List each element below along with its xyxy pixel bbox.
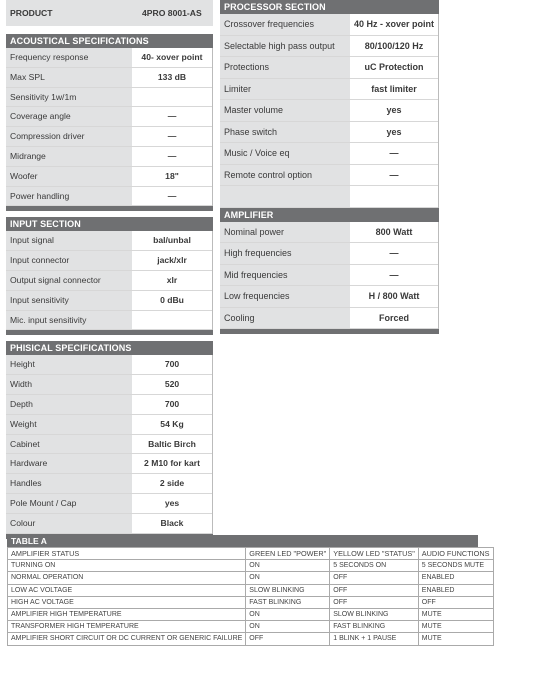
table-row	[8, 621, 494, 633]
spec-row	[6, 474, 212, 494]
spec-row	[220, 100, 438, 122]
spec-label: Remote control option	[220, 165, 350, 186]
amplifier-header: AMPLIFIER	[220, 208, 439, 222]
spec-row	[6, 271, 212, 291]
spec-label: Crossover frequencies	[220, 14, 350, 35]
spec-label: Power handling	[6, 187, 132, 206]
spec-row	[6, 454, 212, 474]
input-rows	[6, 231, 213, 330]
spec-row	[6, 435, 212, 455]
table-row	[8, 584, 494, 596]
spec-label: Music / Voice eq	[220, 143, 350, 164]
spec-row	[6, 251, 212, 271]
spec-row	[220, 243, 438, 265]
spec-value: jack/xlr	[132, 251, 212, 270]
spec-value: fast limiter	[350, 79, 438, 100]
product-row	[6, 0, 213, 26]
physical-header: PHISICAL SPECIFICATIONS	[6, 341, 213, 355]
spec-row	[6, 167, 212, 187]
table-cell: AMPLIFIER SHORT CIRCUIT OR DC CURRENT OR GENERIC FAILURE	[8, 633, 246, 645]
table-cell: OFF	[330, 584, 419, 596]
acoustical-rows	[6, 48, 213, 206]
spec-row	[6, 147, 212, 167]
amplifier-rows	[220, 222, 439, 330]
table-cell: MUTE	[418, 633, 493, 645]
spec-label: Input connector	[6, 251, 132, 270]
spec-value: uC Protection	[350, 57, 438, 78]
spec-value: yes	[350, 122, 438, 143]
table-a-title: TABLE A	[7, 535, 478, 547]
table-cell: FAST BLINKING	[330, 621, 419, 633]
spec-value: 700	[132, 355, 212, 374]
spec-value: —	[350, 243, 438, 264]
table-cell: ON	[246, 621, 330, 633]
spec-value: 2 M10 for kart	[132, 454, 212, 473]
table-row	[8, 596, 494, 608]
table-cell: HIGH AC VOLTAGE	[8, 596, 246, 608]
table-cell: ENABLED	[418, 572, 493, 584]
spec-value: 0 dBu	[132, 291, 212, 310]
spec-value: H / 800 Watt	[350, 286, 438, 307]
table-header-cell: GREEN LED "POWER"	[246, 548, 330, 560]
spec-row	[6, 355, 212, 375]
spec-label: Woofer	[6, 167, 132, 186]
input-header: INPUT SECTION	[6, 217, 213, 231]
table-cell: OFF	[330, 596, 419, 608]
table-cell: OFF	[330, 572, 419, 584]
spec-row	[220, 122, 438, 144]
spec-value: —	[132, 187, 212, 206]
spec-label: Selectable high pass output	[220, 36, 350, 57]
table-cell: OFF	[418, 596, 493, 608]
spec-row	[6, 395, 212, 415]
spec-value: bal/unbal	[132, 231, 212, 250]
spec-value: —	[350, 165, 438, 186]
spec-label: Cabinet	[6, 435, 132, 454]
spec-value: —	[350, 265, 438, 286]
table-header-row	[8, 548, 494, 560]
table-cell: NORMAL OPERATION	[8, 572, 246, 584]
spec-label: Cooling	[220, 308, 350, 329]
table-cell: ON	[246, 572, 330, 584]
spec-label: Mic. input sensitivity	[6, 311, 132, 330]
table-cell: 1 BLINK + 1 PAUSE	[330, 633, 419, 645]
spec-row	[220, 143, 438, 165]
table-cell: LOW AC VOLTAGE	[8, 584, 246, 596]
processor-header: PROCESSOR SECTION	[220, 0, 439, 14]
spec-label: Width	[6, 375, 132, 394]
spec-value	[350, 186, 438, 207]
spec-value: xlr	[132, 271, 212, 290]
spec-label: Input sensitivity	[6, 291, 132, 310]
table-header-cell: AUDIO FUNCTIONS	[418, 548, 493, 560]
table-cell: TURNING ON	[8, 560, 246, 572]
spec-label: Nominal power	[220, 222, 350, 243]
spec-value: yes	[132, 494, 212, 513]
table-cell: ON	[246, 560, 330, 572]
spec-row	[220, 222, 438, 244]
spec-row	[6, 187, 212, 207]
spec-label: Phase switch	[220, 122, 350, 143]
spec-row	[6, 48, 212, 68]
table-cell: TRANSFORMER HIGH TEMPERATURE	[8, 621, 246, 633]
table-row	[8, 572, 494, 584]
spec-label: Pole Mount / Cap	[6, 494, 132, 513]
physical-rows	[6, 355, 213, 533]
spec-label: Max SPL	[6, 68, 132, 87]
spec-label: Weight	[6, 415, 132, 434]
spec-label	[220, 186, 350, 207]
amplifier-footbar	[220, 329, 439, 334]
spec-label: Limiter	[220, 79, 350, 100]
acoustical-header: ACOUSTICAL SPECIFICATIONS	[6, 34, 213, 48]
spec-value: 40- xover point	[132, 48, 212, 67]
spec-value: —	[132, 107, 212, 126]
spec-value: 40 Hz - xover point	[350, 14, 438, 35]
spec-label: Compression driver	[6, 127, 132, 146]
spec-value: 80/100/120 Hz	[350, 36, 438, 57]
table-a	[7, 535, 490, 646]
table-cell: SLOW BLINKING	[246, 584, 330, 596]
table-cell: MUTE	[418, 621, 493, 633]
spec-row	[220, 79, 438, 101]
table-cell: ENABLED	[418, 584, 493, 596]
spec-row	[6, 127, 212, 147]
spec-value: —	[132, 147, 212, 166]
spec-row	[6, 291, 212, 311]
table-row	[8, 633, 494, 645]
spec-label: Protections	[220, 57, 350, 78]
spec-row	[6, 231, 212, 251]
spec-label: Colour	[6, 514, 132, 533]
table-row	[8, 608, 494, 620]
spec-value: 800 Watt	[350, 222, 438, 243]
spec-value: yes	[350, 100, 438, 121]
table-cell: AMPLIFIER HIGH TEMPERATURE	[8, 608, 246, 620]
spec-value: 2 side	[132, 474, 212, 493]
spec-label: Master volume	[220, 100, 350, 121]
spec-label: Hardware	[6, 454, 132, 473]
spec-label: Height	[6, 355, 132, 374]
spec-label: Handles	[6, 474, 132, 493]
spec-value: Black	[132, 514, 212, 533]
spec-value: Forced	[350, 308, 438, 329]
table-cell: 5 SECONDS ON	[330, 560, 419, 572]
spec-label: Coverage angle	[6, 107, 132, 126]
processor-rows	[220, 14, 439, 208]
spec-row	[220, 57, 438, 79]
spec-label: High frequencies	[220, 243, 350, 264]
spec-value: 133 dB	[132, 68, 212, 87]
spec-label: Frequency response	[6, 48, 132, 67]
spec-value: —	[132, 127, 212, 146]
spec-row	[220, 36, 438, 58]
table-cell: SLOW BLINKING	[330, 608, 419, 620]
led-status-table	[7, 547, 494, 646]
table-cell: OFF	[246, 633, 330, 645]
spec-value: 520	[132, 375, 212, 394]
spec-row	[6, 415, 212, 435]
spec-value: Baltic Birch	[132, 435, 212, 454]
spec-row	[220, 165, 438, 187]
product-value: 4PRO 8001-AS	[132, 0, 213, 26]
table-cell: MUTE	[418, 608, 493, 620]
spec-label: Input signal	[6, 231, 132, 250]
spec-row	[220, 286, 438, 308]
spec-value: —	[350, 143, 438, 164]
spec-value	[132, 311, 212, 330]
left-spec-panel	[6, 0, 213, 539]
product-label: PRODUCT	[6, 0, 132, 26]
spec-row	[6, 107, 212, 127]
spec-row	[6, 494, 212, 514]
table-cell: 5 SECONDS MUTE	[418, 560, 493, 572]
spec-value: 54 Kg	[132, 415, 212, 434]
spec-row	[6, 88, 212, 108]
spec-row	[6, 68, 212, 88]
spec-label: Midrange	[6, 147, 132, 166]
table-cell: ON	[246, 608, 330, 620]
spec-row	[220, 14, 438, 36]
spec-label: Mid frequencies	[220, 265, 350, 286]
table-header-cell: AMPLIFIER STATUS	[8, 548, 246, 560]
spec-row	[220, 265, 438, 287]
spec-label: Depth	[6, 395, 132, 414]
spec-label: Output signal connector	[6, 271, 132, 290]
spec-value: 18"	[132, 167, 212, 186]
spec-row	[6, 375, 212, 395]
spec-value	[132, 88, 212, 107]
table-row	[8, 560, 494, 572]
table-cell: FAST BLINKING	[246, 596, 330, 608]
spec-label: Low frequencies	[220, 286, 350, 307]
spec-value: 700	[132, 395, 212, 414]
spec-row	[6, 514, 212, 534]
table-header-cell: YELLOW LED "STATUS"	[330, 548, 419, 560]
spec-row	[220, 186, 438, 208]
spec-row	[6, 311, 212, 331]
spec-row	[220, 308, 438, 330]
right-spec-panel	[220, 0, 439, 334]
spec-label: Sensitivity 1w/1m	[6, 88, 132, 107]
